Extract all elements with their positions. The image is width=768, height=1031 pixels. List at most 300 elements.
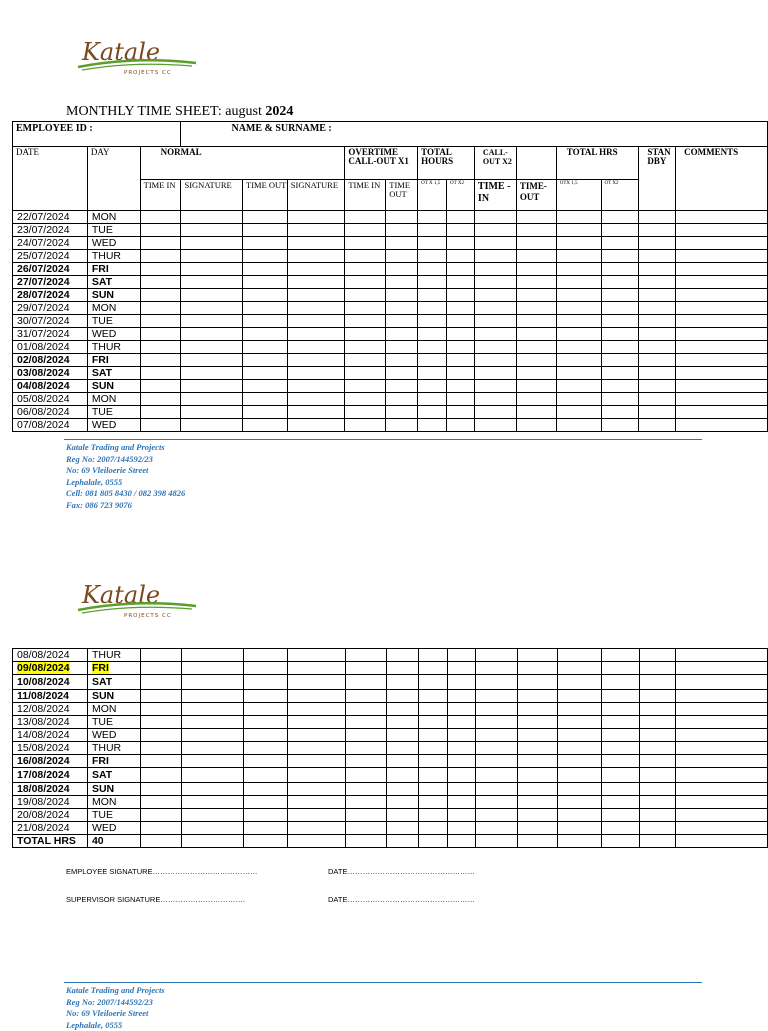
entry-cell[interactable] bbox=[287, 419, 345, 432]
entry-cell[interactable] bbox=[181, 328, 243, 341]
entry-cell[interactable] bbox=[516, 276, 556, 289]
entry-cell[interactable] bbox=[516, 250, 556, 263]
entry-cell[interactable] bbox=[447, 729, 475, 742]
entry-cell[interactable] bbox=[418, 406, 447, 419]
entry-cell[interactable] bbox=[557, 755, 602, 768]
entry-cell[interactable] bbox=[556, 367, 601, 380]
entry-cell[interactable] bbox=[639, 224, 676, 237]
entry-cell[interactable] bbox=[556, 328, 601, 341]
entry-cell[interactable] bbox=[345, 211, 386, 224]
entry-cell[interactable] bbox=[387, 742, 419, 755]
entry-cell[interactable] bbox=[181, 716, 243, 729]
entry-cell[interactable] bbox=[386, 406, 418, 419]
entry-cell[interactable] bbox=[140, 649, 181, 662]
entry-cell[interactable] bbox=[557, 649, 602, 662]
entry-cell[interactable] bbox=[517, 729, 557, 742]
entry-cell[interactable] bbox=[386, 289, 418, 302]
entry-cell[interactable] bbox=[386, 276, 418, 289]
entry-cell[interactable] bbox=[556, 302, 601, 315]
entry-cell[interactable] bbox=[474, 263, 516, 276]
entry-cell[interactable] bbox=[288, 662, 346, 675]
entry-cell[interactable] bbox=[140, 315, 181, 328]
entry-cell[interactable] bbox=[475, 768, 517, 783]
entry-cell[interactable] bbox=[676, 211, 768, 224]
entry-cell[interactable] bbox=[475, 796, 517, 809]
entry-cell[interactable] bbox=[386, 354, 418, 367]
entry-cell[interactable] bbox=[243, 662, 288, 675]
entry-cell[interactable] bbox=[639, 354, 676, 367]
entry-cell[interactable] bbox=[676, 341, 768, 354]
entry-cell[interactable] bbox=[557, 662, 602, 675]
entry-cell[interactable] bbox=[140, 302, 181, 315]
entry-cell[interactable] bbox=[475, 835, 517, 848]
entry-cell[interactable] bbox=[140, 822, 181, 835]
entry-cell[interactable] bbox=[676, 276, 768, 289]
entry-cell[interactable] bbox=[557, 768, 602, 783]
entry-cell[interactable] bbox=[243, 406, 288, 419]
entry-cell[interactable] bbox=[345, 224, 386, 237]
entry-cell[interactable] bbox=[475, 729, 517, 742]
entry-cell[interactable] bbox=[140, 367, 181, 380]
entry-cell[interactable] bbox=[346, 703, 387, 716]
entry-cell[interactable] bbox=[288, 796, 346, 809]
entry-cell[interactable] bbox=[386, 211, 418, 224]
entry-cell[interactable] bbox=[517, 796, 557, 809]
entry-cell[interactable] bbox=[418, 263, 447, 276]
entry-cell[interactable] bbox=[447, 263, 475, 276]
entry-cell[interactable] bbox=[676, 742, 768, 755]
entry-cell[interactable] bbox=[346, 675, 387, 690]
entry-cell[interactable] bbox=[418, 289, 447, 302]
entry-cell[interactable] bbox=[517, 703, 557, 716]
entry-cell[interactable] bbox=[346, 796, 387, 809]
entry-cell[interactable] bbox=[386, 419, 418, 432]
entry-cell[interactable] bbox=[475, 809, 517, 822]
entry-cell[interactable] bbox=[447, 237, 475, 250]
entry-cell[interactable] bbox=[386, 250, 418, 263]
entry-cell[interactable] bbox=[181, 742, 243, 755]
entry-cell[interactable] bbox=[345, 380, 386, 393]
entry-cell[interactable] bbox=[140, 809, 181, 822]
entry-cell[interactable] bbox=[140, 419, 181, 432]
entry-cell[interactable] bbox=[419, 716, 448, 729]
entry-cell[interactable] bbox=[676, 419, 768, 432]
entry-cell[interactable] bbox=[418, 276, 447, 289]
entry-cell[interactable] bbox=[346, 835, 387, 848]
entry-cell[interactable] bbox=[243, 224, 288, 237]
entry-cell[interactable] bbox=[601, 367, 639, 380]
entry-cell[interactable] bbox=[140, 742, 181, 755]
entry-cell[interactable] bbox=[475, 703, 517, 716]
entry-cell[interactable] bbox=[418, 393, 447, 406]
entry-cell[interactable] bbox=[640, 755, 676, 768]
entry-cell[interactable] bbox=[517, 675, 557, 690]
entry-cell[interactable] bbox=[181, 768, 243, 783]
entry-cell[interactable] bbox=[602, 755, 640, 768]
entry-cell[interactable] bbox=[602, 768, 640, 783]
entry-cell[interactable] bbox=[345, 276, 386, 289]
entry-cell[interactable] bbox=[601, 211, 639, 224]
entry-cell[interactable] bbox=[181, 211, 243, 224]
entry-cell[interactable] bbox=[418, 328, 447, 341]
entry-cell[interactable] bbox=[676, 406, 768, 419]
entry-cell[interactable] bbox=[181, 649, 243, 662]
entry-cell[interactable] bbox=[140, 237, 181, 250]
entry-cell[interactable] bbox=[418, 211, 447, 224]
entry-cell[interactable] bbox=[556, 393, 601, 406]
entry-cell[interactable] bbox=[387, 768, 419, 783]
entry-cell[interactable] bbox=[676, 822, 768, 835]
entry-cell[interactable] bbox=[676, 783, 768, 796]
entry-cell[interactable] bbox=[418, 341, 447, 354]
entry-cell[interactable] bbox=[419, 835, 448, 848]
entry-cell[interactable] bbox=[140, 406, 181, 419]
entry-cell[interactable] bbox=[288, 768, 346, 783]
entry-cell[interactable] bbox=[181, 809, 243, 822]
entry-cell[interactable] bbox=[557, 729, 602, 742]
entry-cell[interactable] bbox=[640, 768, 676, 783]
entry-cell[interactable] bbox=[140, 276, 181, 289]
entry-cell[interactable] bbox=[387, 783, 419, 796]
entry-cell[interactable] bbox=[557, 742, 602, 755]
entry-cell[interactable] bbox=[640, 675, 676, 690]
entry-cell[interactable] bbox=[601, 276, 639, 289]
entry-cell[interactable] bbox=[387, 729, 419, 742]
entry-cell[interactable] bbox=[556, 380, 601, 393]
entry-cell[interactable] bbox=[243, 328, 288, 341]
entry-cell[interactable] bbox=[676, 835, 768, 848]
entry-cell[interactable] bbox=[601, 341, 639, 354]
entry-cell[interactable] bbox=[475, 742, 517, 755]
entry-cell[interactable] bbox=[287, 224, 345, 237]
entry-cell[interactable] bbox=[516, 354, 556, 367]
entry-cell[interactable] bbox=[140, 755, 181, 768]
entry-cell[interactable] bbox=[676, 675, 768, 690]
entry-cell[interactable] bbox=[601, 289, 639, 302]
entry-cell[interactable] bbox=[447, 367, 475, 380]
entry-cell[interactable] bbox=[676, 328, 768, 341]
entry-cell[interactable] bbox=[475, 690, 517, 703]
entry-cell[interactable] bbox=[345, 328, 386, 341]
entry-cell[interactable] bbox=[517, 690, 557, 703]
entry-cell[interactable] bbox=[418, 302, 447, 315]
entry-cell[interactable] bbox=[181, 354, 243, 367]
entry-cell[interactable] bbox=[639, 367, 676, 380]
entry-cell[interactable] bbox=[556, 406, 601, 419]
entry-cell[interactable] bbox=[602, 703, 640, 716]
entry-cell[interactable] bbox=[474, 289, 516, 302]
entry-cell[interactable] bbox=[181, 224, 243, 237]
entry-cell[interactable] bbox=[418, 224, 447, 237]
entry-cell[interactable] bbox=[181, 755, 243, 768]
entry-cell[interactable] bbox=[676, 250, 768, 263]
entry-cell[interactable] bbox=[447, 302, 475, 315]
entry-cell[interactable] bbox=[419, 675, 448, 690]
entry-cell[interactable] bbox=[287, 406, 345, 419]
entry-cell[interactable] bbox=[602, 783, 640, 796]
entry-cell[interactable] bbox=[517, 768, 557, 783]
entry-cell[interactable] bbox=[557, 703, 602, 716]
entry-cell[interactable] bbox=[447, 380, 475, 393]
entry-cell[interactable] bbox=[140, 328, 181, 341]
entry-cell[interactable] bbox=[556, 276, 601, 289]
entry-cell[interactable] bbox=[474, 419, 516, 432]
entry-cell[interactable] bbox=[557, 822, 602, 835]
entry-cell[interactable] bbox=[243, 649, 288, 662]
entry-cell[interactable] bbox=[386, 302, 418, 315]
entry-cell[interactable] bbox=[639, 237, 676, 250]
entry-cell[interactable] bbox=[140, 393, 181, 406]
entry-cell[interactable] bbox=[602, 662, 640, 675]
entry-cell[interactable] bbox=[475, 755, 517, 768]
entry-cell[interactable] bbox=[181, 237, 243, 250]
entry-cell[interactable] bbox=[602, 809, 640, 822]
entry-cell[interactable] bbox=[243, 675, 288, 690]
entry-cell[interactable] bbox=[386, 263, 418, 276]
entry-cell[interactable] bbox=[602, 716, 640, 729]
entry-cell[interactable] bbox=[517, 783, 557, 796]
entry-cell[interactable] bbox=[140, 675, 181, 690]
entry-cell[interactable] bbox=[676, 809, 768, 822]
entry-cell[interactable] bbox=[345, 315, 386, 328]
entry-cell[interactable] bbox=[243, 263, 288, 276]
entry-cell[interactable] bbox=[639, 419, 676, 432]
entry-cell[interactable] bbox=[447, 690, 475, 703]
entry-cell[interactable] bbox=[447, 289, 475, 302]
entry-cell[interactable] bbox=[474, 406, 516, 419]
entry-cell[interactable] bbox=[346, 716, 387, 729]
entry-cell[interactable] bbox=[640, 703, 676, 716]
entry-cell[interactable] bbox=[386, 380, 418, 393]
entry-cell[interactable] bbox=[516, 328, 556, 341]
entry-cell[interactable] bbox=[243, 742, 288, 755]
entry-cell[interactable] bbox=[517, 835, 557, 848]
entry-cell[interactable] bbox=[556, 211, 601, 224]
entry-cell[interactable] bbox=[447, 809, 475, 822]
entry-cell[interactable] bbox=[516, 419, 556, 432]
entry-cell[interactable] bbox=[557, 835, 602, 848]
entry-cell[interactable] bbox=[676, 729, 768, 742]
entry-cell[interactable] bbox=[474, 302, 516, 315]
entry-cell[interactable] bbox=[419, 703, 448, 716]
entry-cell[interactable] bbox=[140, 690, 181, 703]
entry-cell[interactable] bbox=[676, 662, 768, 675]
entry-cell[interactable] bbox=[243, 380, 288, 393]
entry-cell[interactable] bbox=[181, 662, 243, 675]
entry-cell[interactable] bbox=[447, 796, 475, 809]
entry-cell[interactable] bbox=[447, 703, 475, 716]
entry-cell[interactable] bbox=[140, 729, 181, 742]
entry-cell[interactable] bbox=[288, 703, 346, 716]
entry-cell[interactable] bbox=[287, 393, 345, 406]
entry-cell[interactable] bbox=[640, 662, 676, 675]
entry-cell[interactable] bbox=[474, 354, 516, 367]
entry-cell[interactable] bbox=[345, 354, 386, 367]
entry-cell[interactable] bbox=[387, 716, 419, 729]
entry-cell[interactable] bbox=[181, 675, 243, 690]
entry-cell[interactable] bbox=[346, 729, 387, 742]
entry-cell[interactable] bbox=[287, 237, 345, 250]
entry-cell[interactable] bbox=[243, 302, 288, 315]
entry-cell[interactable] bbox=[243, 783, 288, 796]
entry-cell[interactable] bbox=[516, 315, 556, 328]
entry-cell[interactable] bbox=[346, 768, 387, 783]
entry-cell[interactable] bbox=[346, 822, 387, 835]
entry-cell[interactable] bbox=[181, 315, 243, 328]
entry-cell[interactable] bbox=[602, 690, 640, 703]
entry-cell[interactable] bbox=[676, 289, 768, 302]
entry-cell[interactable] bbox=[447, 315, 475, 328]
entry-cell[interactable] bbox=[639, 341, 676, 354]
entry-cell[interactable] bbox=[288, 742, 346, 755]
entry-cell[interactable] bbox=[243, 367, 288, 380]
entry-cell[interactable] bbox=[601, 237, 639, 250]
entry-cell[interactable] bbox=[601, 315, 639, 328]
entry-cell[interactable] bbox=[345, 237, 386, 250]
entry-cell[interactable] bbox=[243, 237, 288, 250]
entry-cell[interactable] bbox=[345, 406, 386, 419]
entry-cell[interactable] bbox=[474, 367, 516, 380]
entry-cell[interactable] bbox=[601, 224, 639, 237]
entry-cell[interactable] bbox=[475, 783, 517, 796]
entry-cell[interactable] bbox=[243, 716, 288, 729]
entry-cell[interactable] bbox=[243, 341, 288, 354]
entry-cell[interactable] bbox=[640, 835, 676, 848]
entry-cell[interactable] bbox=[447, 755, 475, 768]
entry-cell[interactable] bbox=[517, 662, 557, 675]
entry-cell[interactable] bbox=[288, 755, 346, 768]
entry-cell[interactable] bbox=[288, 809, 346, 822]
entry-cell[interactable] bbox=[387, 755, 419, 768]
entry-cell[interactable] bbox=[386, 315, 418, 328]
entry-cell[interactable] bbox=[556, 224, 601, 237]
entry-cell[interactable] bbox=[243, 822, 288, 835]
entry-cell[interactable] bbox=[602, 742, 640, 755]
entry-cell[interactable] bbox=[676, 690, 768, 703]
entry-cell[interactable] bbox=[243, 835, 288, 848]
entry-cell[interactable] bbox=[288, 716, 346, 729]
entry-cell[interactable] bbox=[474, 224, 516, 237]
entry-cell[interactable] bbox=[287, 315, 345, 328]
entry-cell[interactable] bbox=[243, 796, 288, 809]
entry-cell[interactable] bbox=[345, 302, 386, 315]
entry-cell[interactable] bbox=[140, 211, 181, 224]
entry-cell[interactable] bbox=[287, 289, 345, 302]
entry-cell[interactable] bbox=[556, 250, 601, 263]
entry-cell[interactable] bbox=[181, 380, 243, 393]
entry-cell[interactable] bbox=[676, 354, 768, 367]
entry-cell[interactable] bbox=[243, 393, 288, 406]
entry-cell[interactable] bbox=[140, 380, 181, 393]
entry-cell[interactable] bbox=[419, 809, 448, 822]
entry-cell[interactable] bbox=[243, 354, 288, 367]
entry-cell[interactable] bbox=[639, 276, 676, 289]
entry-cell[interactable] bbox=[287, 263, 345, 276]
entry-cell[interactable] bbox=[181, 703, 243, 716]
entry-cell[interactable] bbox=[419, 822, 448, 835]
entry-cell[interactable] bbox=[288, 783, 346, 796]
entry-cell[interactable] bbox=[140, 250, 181, 263]
entry-cell[interactable] bbox=[345, 341, 386, 354]
entry-cell[interactable] bbox=[556, 263, 601, 276]
entry-cell[interactable] bbox=[243, 703, 288, 716]
entry-cell[interactable] bbox=[288, 729, 346, 742]
entry-cell[interactable] bbox=[345, 250, 386, 263]
entry-cell[interactable] bbox=[243, 768, 288, 783]
entry-cell[interactable] bbox=[447, 649, 475, 662]
entry-cell[interactable] bbox=[345, 289, 386, 302]
entry-cell[interactable] bbox=[419, 755, 448, 768]
entry-cell[interactable] bbox=[676, 302, 768, 315]
entry-cell[interactable] bbox=[447, 354, 475, 367]
entry-cell[interactable] bbox=[447, 742, 475, 755]
entry-cell[interactable] bbox=[517, 716, 557, 729]
entry-cell[interactable] bbox=[516, 263, 556, 276]
entry-cell[interactable] bbox=[346, 783, 387, 796]
entry-cell[interactable] bbox=[517, 809, 557, 822]
entry-cell[interactable] bbox=[639, 406, 676, 419]
entry-cell[interactable] bbox=[676, 367, 768, 380]
entry-cell[interactable] bbox=[447, 419, 475, 432]
entry-cell[interactable] bbox=[516, 341, 556, 354]
entry-cell[interactable] bbox=[418, 250, 447, 263]
entry-cell[interactable] bbox=[419, 690, 448, 703]
entry-cell[interactable] bbox=[181, 822, 243, 835]
entry-cell[interactable] bbox=[556, 315, 601, 328]
entry-cell[interactable] bbox=[447, 224, 475, 237]
entry-cell[interactable] bbox=[475, 675, 517, 690]
entry-cell[interactable] bbox=[639, 263, 676, 276]
entry-cell[interactable] bbox=[418, 315, 447, 328]
entry-cell[interactable] bbox=[387, 835, 419, 848]
entry-cell[interactable] bbox=[639, 250, 676, 263]
entry-cell[interactable] bbox=[447, 328, 475, 341]
entry-cell[interactable] bbox=[516, 224, 556, 237]
entry-cell[interactable] bbox=[386, 367, 418, 380]
entry-cell[interactable] bbox=[639, 393, 676, 406]
entry-cell[interactable] bbox=[418, 237, 447, 250]
entry-cell[interactable] bbox=[181, 393, 243, 406]
entry-cell[interactable] bbox=[601, 302, 639, 315]
entry-cell[interactable] bbox=[602, 796, 640, 809]
entry-cell[interactable] bbox=[447, 406, 475, 419]
entry-cell[interactable] bbox=[676, 237, 768, 250]
entry-cell[interactable] bbox=[676, 703, 768, 716]
entry-cell[interactable] bbox=[288, 822, 346, 835]
entry-cell[interactable] bbox=[556, 354, 601, 367]
entry-cell[interactable] bbox=[140, 783, 181, 796]
entry-cell[interactable] bbox=[447, 835, 475, 848]
entry-cell[interactable] bbox=[676, 380, 768, 393]
entry-cell[interactable] bbox=[557, 716, 602, 729]
entry-cell[interactable] bbox=[474, 341, 516, 354]
entry-cell[interactable] bbox=[287, 250, 345, 263]
entry-cell[interactable] bbox=[181, 341, 243, 354]
entry-cell[interactable] bbox=[418, 419, 447, 432]
entry-cell[interactable] bbox=[447, 211, 475, 224]
entry-cell[interactable] bbox=[287, 380, 345, 393]
entry-cell[interactable] bbox=[556, 289, 601, 302]
entry-cell[interactable] bbox=[676, 263, 768, 276]
entry-cell[interactable] bbox=[447, 662, 475, 675]
entry-cell[interactable] bbox=[419, 729, 448, 742]
entry-cell[interactable] bbox=[601, 354, 639, 367]
entry-cell[interactable] bbox=[601, 250, 639, 263]
entry-cell[interactable] bbox=[601, 393, 639, 406]
entry-cell[interactable] bbox=[516, 367, 556, 380]
entry-cell[interactable] bbox=[676, 224, 768, 237]
entry-cell[interactable] bbox=[640, 809, 676, 822]
